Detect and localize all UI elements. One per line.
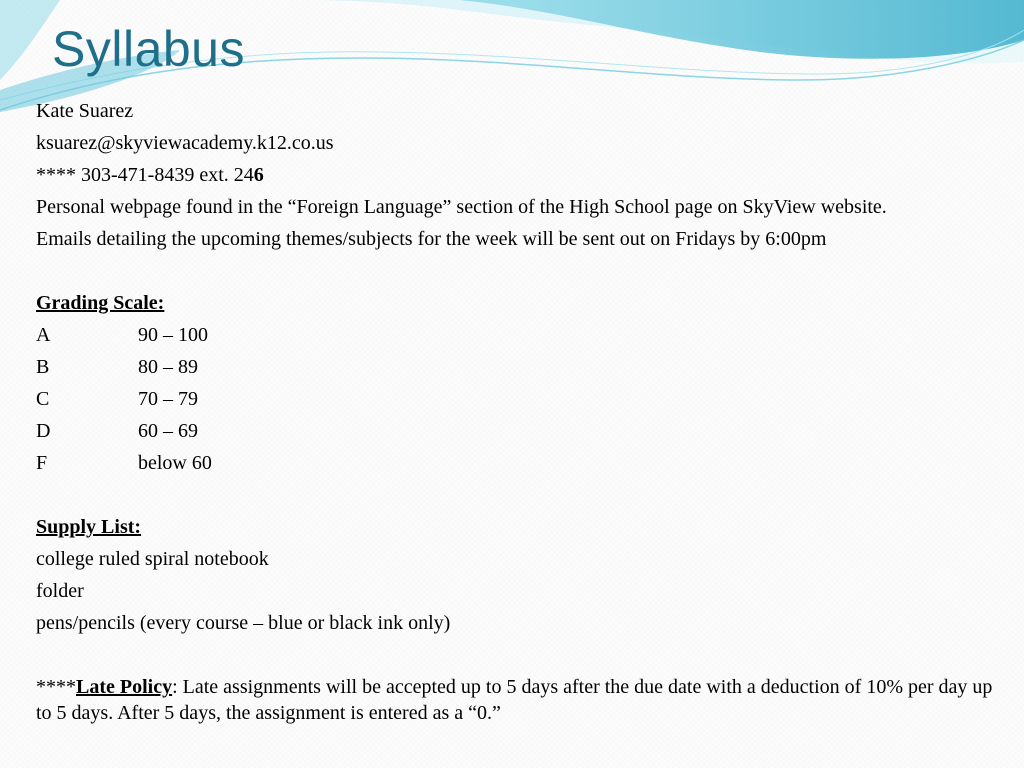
phone-extension-digit: 6: [253, 164, 264, 186]
spacer: [36, 642, 1006, 668]
phone-number: **** 303-471-8439 ext. 24: [36, 164, 254, 186]
grade-range: 80 – 89: [138, 356, 198, 378]
webpage-note: Personal webpage found in the “Foreign Language” section of the High School page on SkyView website.: [36, 196, 887, 218]
spacer: [36, 258, 1006, 284]
grade-letter: A: [36, 324, 51, 346]
contact-email: ksuarez@skyviewacademy.k12.co.us: [36, 132, 334, 154]
contact-name: Kate Suarez: [36, 100, 134, 122]
grade-row: [36, 354, 1006, 380]
late-policy: [36, 674, 1006, 726]
grade-letter: C: [36, 388, 50, 410]
grade-range: below 60: [138, 452, 212, 474]
grade-row: [36, 386, 1006, 412]
supply-list-heading: Supply List:: [36, 516, 142, 538]
late-policy-text: : Late assignments will be accepted up to 5 days after the due date with a deduction of 10% per day up to 5 days. After 5 days, the assignment is entered as a “0.”: [36, 676, 993, 724]
grade-letter: D: [36, 420, 51, 442]
grade-row: [36, 450, 1006, 476]
late-policy-label: Late Policy: [76, 676, 173, 698]
grade-row: [36, 418, 1006, 444]
spacer: [36, 482, 1006, 508]
grade-range: 70 – 79: [138, 388, 198, 410]
grade-range: 60 – 69: [138, 420, 198, 442]
contact-phone: [36, 162, 1006, 188]
supply-item: folder: [36, 580, 84, 602]
late-policy-prefix: ****: [36, 676, 76, 698]
grade-letter: F: [36, 452, 48, 474]
slide-content: [36, 98, 1006, 732]
supply-item: pens/pencils (every course – blue or black ink only): [36, 612, 451, 634]
slide-title: Syllabus: [52, 21, 245, 77]
supply-item: college ruled spiral notebook: [36, 548, 269, 570]
emails-note: Emails detailing the upcoming themes/subjects for the week will be sent out on Fridays by 6:00pm: [36, 228, 827, 250]
grading-scale-heading: Grading Scale:: [36, 292, 165, 314]
grade-letter: B: [36, 356, 50, 378]
grade-row: [36, 322, 1006, 348]
grade-range: 90 – 100: [138, 324, 208, 346]
